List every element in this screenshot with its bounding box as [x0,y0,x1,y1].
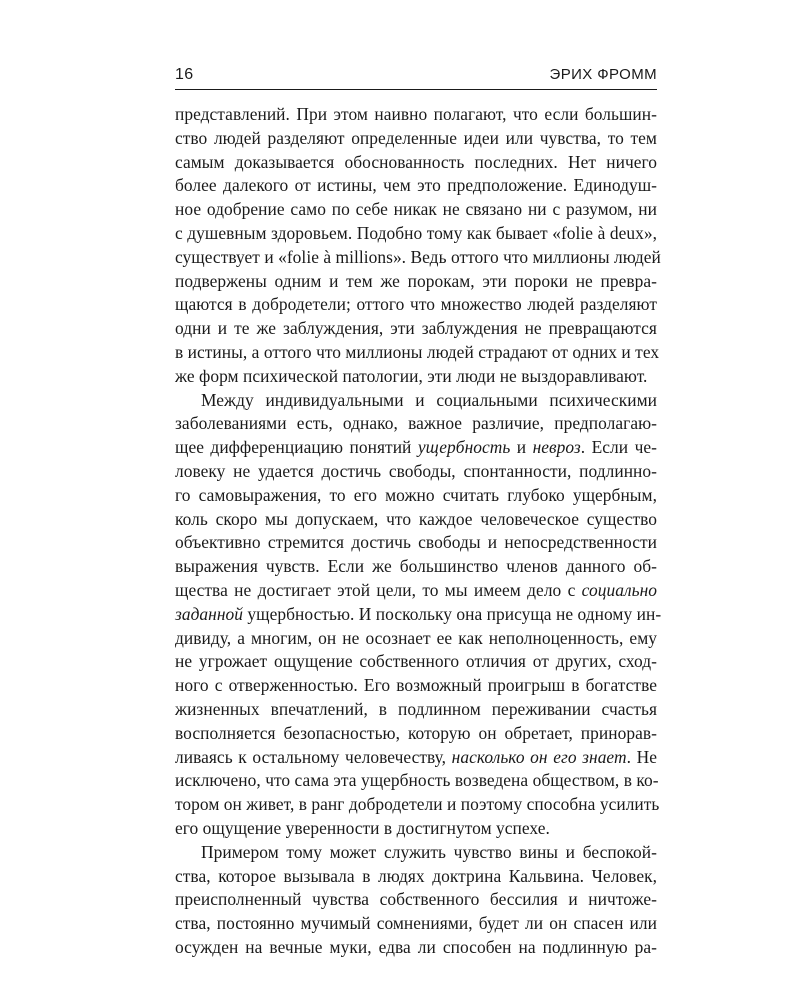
italic-term: ущербность [417,437,511,458]
text-run: тором он живет, в ранг добродетели и поэтому способна усилить [175,794,660,815]
text-line [175,746,657,770]
text-run: исключено, что сама эта ущербность возведена обществом, в ко- [175,770,659,791]
text-run: одни и те же заблуждения, эти заблуждения не превращаются [175,318,657,339]
text-run: ства, которое вызывала в людях доктрина Кальвина. Человек, [175,865,657,886]
text-line [175,769,657,793]
text-run: восполняется безопасностью, которую он обретает, принорав- [175,722,657,743]
text-run: ущербностью. И поскольку она присуща не одному ин- [243,603,662,624]
text-line [175,865,657,889]
text-line [175,460,657,484]
text-line [175,151,657,175]
text-run: ное одобрение само по себе никак не связано ни с разумом, ни [175,199,657,220]
running-head [175,64,657,86]
text-line [175,412,657,436]
text-run: ного с отверженностью. Его возможный проигрыш в богатстве [175,675,657,696]
text-line [175,555,657,579]
text-run: щее дифференциацию понятий [175,437,418,458]
text-line [175,674,657,698]
text-run: самым доказывается обоснованность последних. Нет ничего [175,151,657,172]
text-line [175,341,660,365]
text-run: его ощущение уверенности в достигнутом успехе. [175,817,550,838]
text-run: объективно стремится достичь свободы и непосредственности [175,532,657,553]
text-run: осужден на вечные муки, едва ли способен на подлинную ра- [175,936,657,957]
text-line [175,912,657,936]
text-run: с душевным здоровьем. Подобно тому как бывает «folie à deux», [175,222,657,243]
header-rule [175,89,657,90]
italic-term: насколько он его знает [451,746,627,767]
text-run: ловеку не удается достичь свободы, спонтанности, подлинно- [175,460,657,481]
text-run: не угрожает ощущение собственного отличия от других, сход- [175,651,657,672]
text-line [175,531,657,555]
italic-term: заданной [175,603,244,624]
text-line [175,174,657,198]
italic-term: социально [581,579,657,600]
text-run: выражения чувств. Если же большинство членов данного об- [175,556,657,577]
text-run: ливаясь к остальному человечеству, [175,746,452,767]
text-run: и [510,437,533,458]
text-run: . Не [626,746,657,767]
italic-term: невроз [532,437,581,458]
text-line [175,793,660,817]
text-line [175,484,657,508]
text-run: щества не достигает этой цели, то мы имеем дело с [175,579,582,600]
text-line [175,270,657,294]
text-line [175,650,657,674]
text-run: ства, постоянно мучимый сомнениями, будет ли он спасен или [175,913,657,934]
text-run: Между индивидуальными и социальными психическими [201,389,657,410]
text-line [175,841,657,865]
text-run: жизненных впечатлений, в подлинном переживании счастья [175,698,657,719]
text-line [175,103,657,127]
text-run: существует и «folie à millions». Ведь оттого что миллионы людей [175,246,661,267]
running-head-author: ЭРИХ ФРОММ [549,66,657,83]
text-run: Примером тому может служить чувство вины и беспокой- [201,841,657,862]
text-line [175,627,657,651]
text-run: . Если че- [580,437,657,458]
text-run: щаются в добродетели; оттого что множество людей разделяют [175,294,657,315]
text-run: коль скоро мы допускаем, что каждое человеческое существо [175,508,657,529]
text-line [175,508,657,532]
text-run: подвержены одним и тем же порокам, эти пороки не превра- [175,270,657,291]
text-line [175,365,657,389]
text-line [175,246,661,270]
text-line [175,389,657,413]
text-run: заболеваниями есть, однако, важное различие, предполагаю- [175,413,657,434]
text-run: го самовыражения, то его можно считать глубоко ущербным, [175,484,657,505]
text-run: преисполненный чувства собственного бессилия и ничтоже- [175,889,657,910]
text-run: же форм психической патологии, эти люди не выздоравливают. [175,365,648,386]
text-run: более далекого от истины, чем это предположение. Единодуш- [175,175,657,196]
text-line [175,888,657,912]
text-run: в истины, а оттого что миллионы людей страдают от одних и тех [175,341,660,362]
text-run: ство людей разделяют определенные идеи или чувства, то тем [175,127,657,148]
page-number: 16 [175,66,194,83]
text-line [175,579,657,603]
body-text [175,103,662,960]
text-run: дивиду, а многим, он не осознает ее как неполноценность, ему [175,627,657,648]
text-line [175,817,657,841]
text-line [175,198,657,222]
text-line [175,698,657,722]
text-line [175,722,657,746]
text-run: представлений. При этом наивно полагают, что если большин- [175,104,657,124]
text-line [175,436,657,460]
text-line [175,603,662,627]
text-line [175,127,657,151]
text-line [175,222,657,246]
text-line [175,293,657,317]
text-line [175,936,657,960]
text-line [175,317,657,341]
